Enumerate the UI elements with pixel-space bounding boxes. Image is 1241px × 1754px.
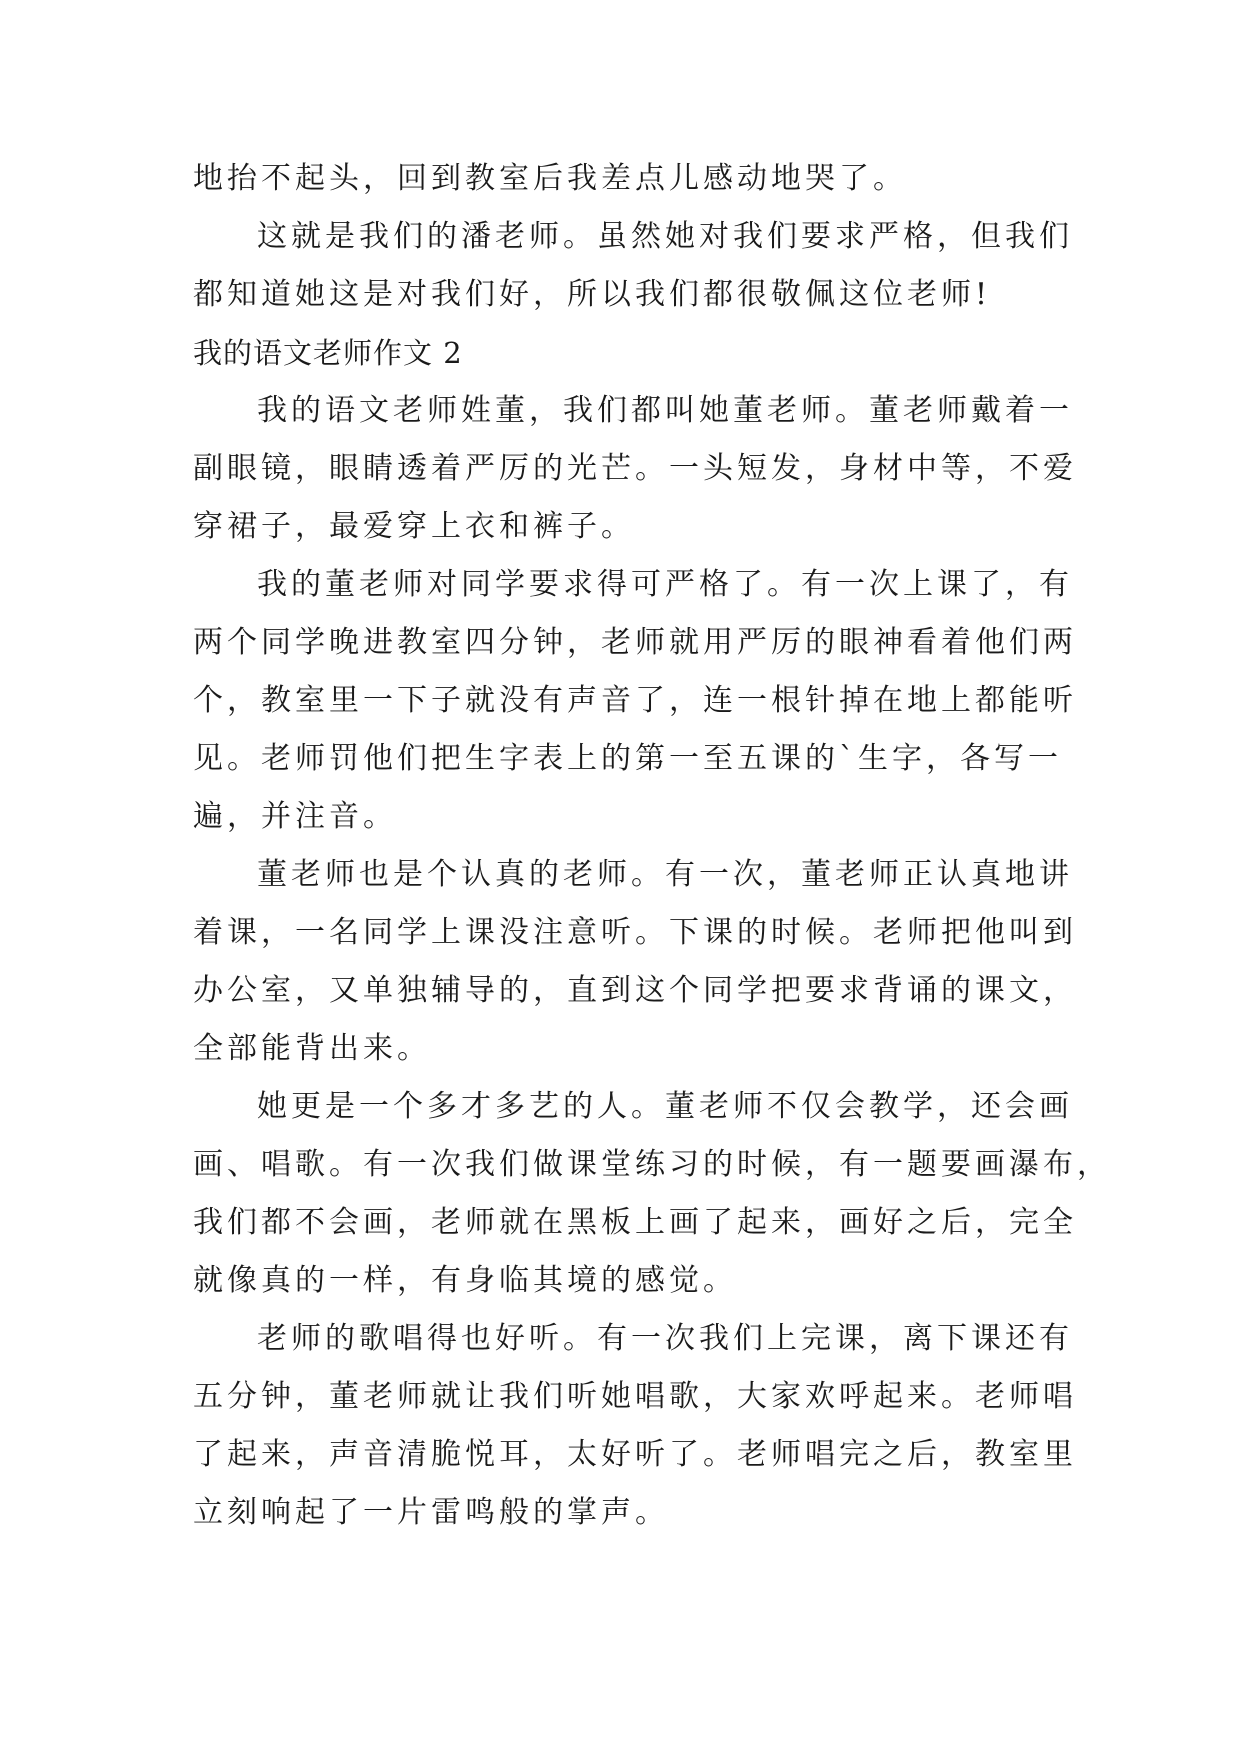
text-line: 全部能背出来。: [193, 1031, 431, 1066]
document-body: [193, 150, 1111, 1542]
text-line: 我的董老师对同学要求得可严格了。有一次上课了，有: [257, 567, 1073, 602]
text-line: 遍，并注音。: [193, 799, 397, 834]
text-line: 办公室，又单独辅导的，直到这个同学把要求背诵的课文，: [193, 973, 1077, 1008]
text-line: 副眼镜，眼睛透着严厉的光芒。一头短发，身材中等，不爱: [193, 451, 1077, 486]
text-line: 两个同学晚进教室四分钟，老师就用严厉的眼神看着他们两: [193, 625, 1077, 660]
text-line: 老师的歌唱得也好听。有一次我们上完课，离下课还有: [257, 1321, 1073, 1356]
text-line: 她更是一个多才多艺的人。董老师不仅会教学，还会画: [257, 1089, 1073, 1124]
text-line: 就像真的一样，有身临其境的感觉。: [193, 1263, 737, 1298]
text-line: 都知道她这是对我们好，所以我们都很敬佩这位老师!: [193, 277, 992, 312]
text-line: 我们都不会画，老师就在黑板上画了起来，画好之后，完全: [193, 1205, 1077, 1240]
text-line: 了起来，声音清脆悦耳，太好听了。老师唱完之后，教室里: [193, 1437, 1077, 1472]
text-line: 画、唱歌。有一次我们做课堂练习的时候，有一题要画瀑布，: [193, 1147, 1111, 1182]
section-heading: 我的语文老师作文 2: [193, 336, 463, 370]
text-line: 立刻响起了一片雷鸣般的掌声。: [193, 1495, 669, 1530]
text-line: 我的语文老师姓董，我们都叫她董老师。董老师戴着一: [257, 393, 1073, 428]
text-line: 见。老师罚他们把生字表上的第一至五课的`生字，各写一: [193, 741, 1062, 776]
text-line: 着课，一名同学上课没注意听。下课的时候。老师把他叫到: [193, 915, 1077, 950]
text-line: 穿裙子，最爱穿上衣和裤子。: [193, 509, 635, 544]
text-line: 五分钟，董老师就让我们听她唱歌，大家欢呼起来。老师唱: [193, 1379, 1077, 1414]
text-line: 董老师也是个认真的老师。有一次，董老师正认真地讲: [257, 857, 1073, 892]
text-line: 个，教室里一下子就没有声音了，连一根针掉在地上都能听: [193, 683, 1077, 718]
text-line: 地抬不起头，回到教室后我差点儿感动地哭了。: [193, 161, 907, 196]
text-line: 这就是我们的潘老师。虽然她对我们要求严格，但我们: [257, 219, 1073, 254]
